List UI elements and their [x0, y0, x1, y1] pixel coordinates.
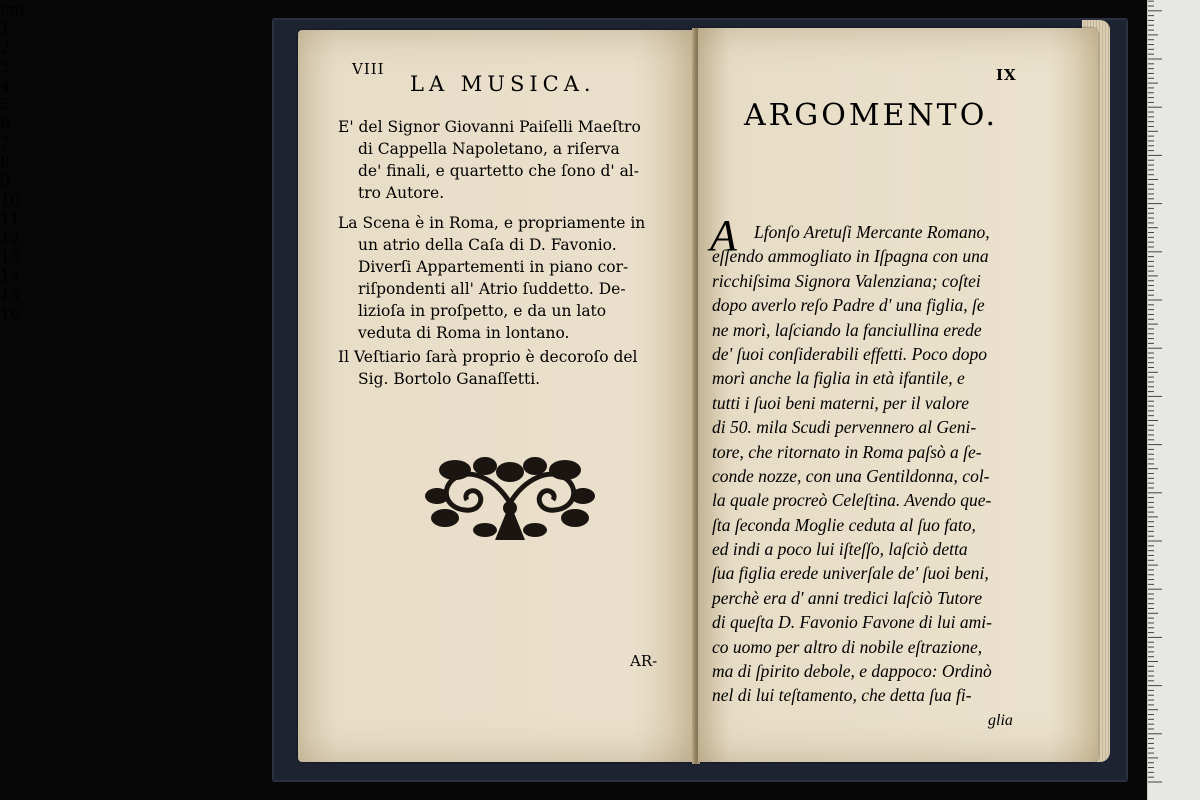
drop-cap: A	[710, 211, 737, 260]
right-page-number: IX	[996, 66, 1017, 84]
left-paragraph-2	[338, 212, 645, 344]
text-line: morì anche la figlia in età ifantile, e	[712, 368, 965, 389]
ruler-tick-label: 3	[0, 57, 11, 76]
ruler-tick-label: 16	[0, 304, 21, 323]
ruler-tick-label: 8	[0, 152, 11, 171]
text-line: Lfonſo Aretuſi Mercante Romano,	[754, 222, 990, 242]
ruler-tick-label: 7	[0, 133, 11, 152]
text-line: di Cappella Napoletano, a riſerva	[358, 140, 620, 158]
text-line: ne morì, laſciando la fanciullina erede	[712, 319, 982, 340]
text-line: eſſendo ammogliato in Iſpagna con una	[712, 246, 989, 267]
ruler-tick-label: 13	[0, 247, 21, 266]
text-line: dopo averlo reſo Padre d' una figlia, ſe	[712, 295, 985, 316]
text-line: veduta di Roma in lontano.	[358, 324, 570, 342]
left-paragraph-3	[338, 346, 638, 390]
text-line: lizioſa in proſpetto, e da un lato	[358, 302, 607, 320]
ruler-tick-label: 9	[0, 171, 11, 190]
text-line: ricchiſsima Signora Valenziana; coſtei	[712, 270, 981, 291]
right-page-body	[712, 222, 1062, 710]
floral-ornament	[425, 448, 595, 546]
text-line: Il Veſtiario ſarà proprio è decoroſo del	[338, 348, 638, 366]
text-line: E' del Signor Giovanni Paiſelli Maeſtro	[338, 118, 641, 136]
text-line: La Scena è in Roma, e propriamente in	[338, 214, 646, 232]
right-page-title: ARGOMENTO.	[744, 98, 999, 133]
text-line: di queſta D. Favonio Favone di lui ami-	[712, 612, 992, 633]
ruler-tick-label: 2	[0, 38, 11, 57]
text-line: de' finali, e quartetto che ſono d' al-	[358, 162, 640, 180]
ruler-tick-label: cm	[0, 0, 25, 19]
text-line: de' ſuoi conſiderabili effetti. Poco dopo	[712, 343, 987, 364]
ruler-tick-label: 14	[0, 266, 21, 285]
ruler-tick-label: 4	[0, 76, 11, 95]
text-line: riſpondenti all' Atrio ſuddetto. De-	[358, 280, 626, 298]
ruler-tick-label: 1	[0, 19, 11, 38]
text-line: nel di lui teſtamento, che detta ſua fi-	[712, 685, 972, 706]
text-line: la quale procreò Celeſtina. Avendo que-	[712, 490, 992, 511]
ruler-ticks	[1148, 0, 1200, 800]
ruler-tick-label: 6	[0, 114, 11, 133]
text-line: tutti i ſuoi beni materni, per il valore	[712, 392, 969, 413]
right-catchword: glia	[988, 712, 1013, 729]
ruler-tick-label: 5	[0, 95, 11, 114]
text-line: un atrio della Caſa di D. Favonio.	[358, 236, 617, 254]
left-paragraph-1	[338, 116, 641, 204]
text-line: di 50. mila Scudi pervennero al Geni-	[712, 417, 977, 438]
text-line: tro Autore.	[358, 184, 445, 202]
ruler-tick-label: 11	[0, 209, 21, 228]
left-catchword: AR-	[630, 652, 658, 670]
text-line: perchè era d' anni tredici laſciò Tutore	[712, 587, 983, 608]
text-line: tore, che ritornato in Roma paſsò a ſe-	[712, 441, 982, 462]
left-running-title: LA MUSICA.	[410, 72, 596, 96]
text-line: ed indi a poco lui iſteſſo, laſciò detta	[712, 539, 968, 560]
ruler-tick-label: 12	[0, 228, 21, 247]
left-page-number: VIII	[352, 60, 385, 78]
text-line: ma di ſpirito debole, e dappoco: Ordinò	[712, 661, 992, 682]
text-line: Diverſi Appartementi in piano cor-	[358, 258, 629, 276]
ruler-tick-label: 10	[0, 190, 21, 209]
text-line: conde nozze, con una Gentildonna, col-	[712, 465, 990, 486]
ruler-tick-label: 15	[0, 285, 21, 304]
text-line: Sig. Bortolo Ganaſſetti.	[358, 370, 541, 388]
text-line: co uomo per altro di nobile eſtrazione,	[712, 636, 983, 657]
text-line: ſta ſeconda Moglie ceduta al ſuo fato,	[712, 514, 976, 535]
text-line: ſua figlia erede univerſale de' ſuoi beni,	[712, 563, 989, 584]
measurement-ruler	[1147, 0, 1200, 800]
